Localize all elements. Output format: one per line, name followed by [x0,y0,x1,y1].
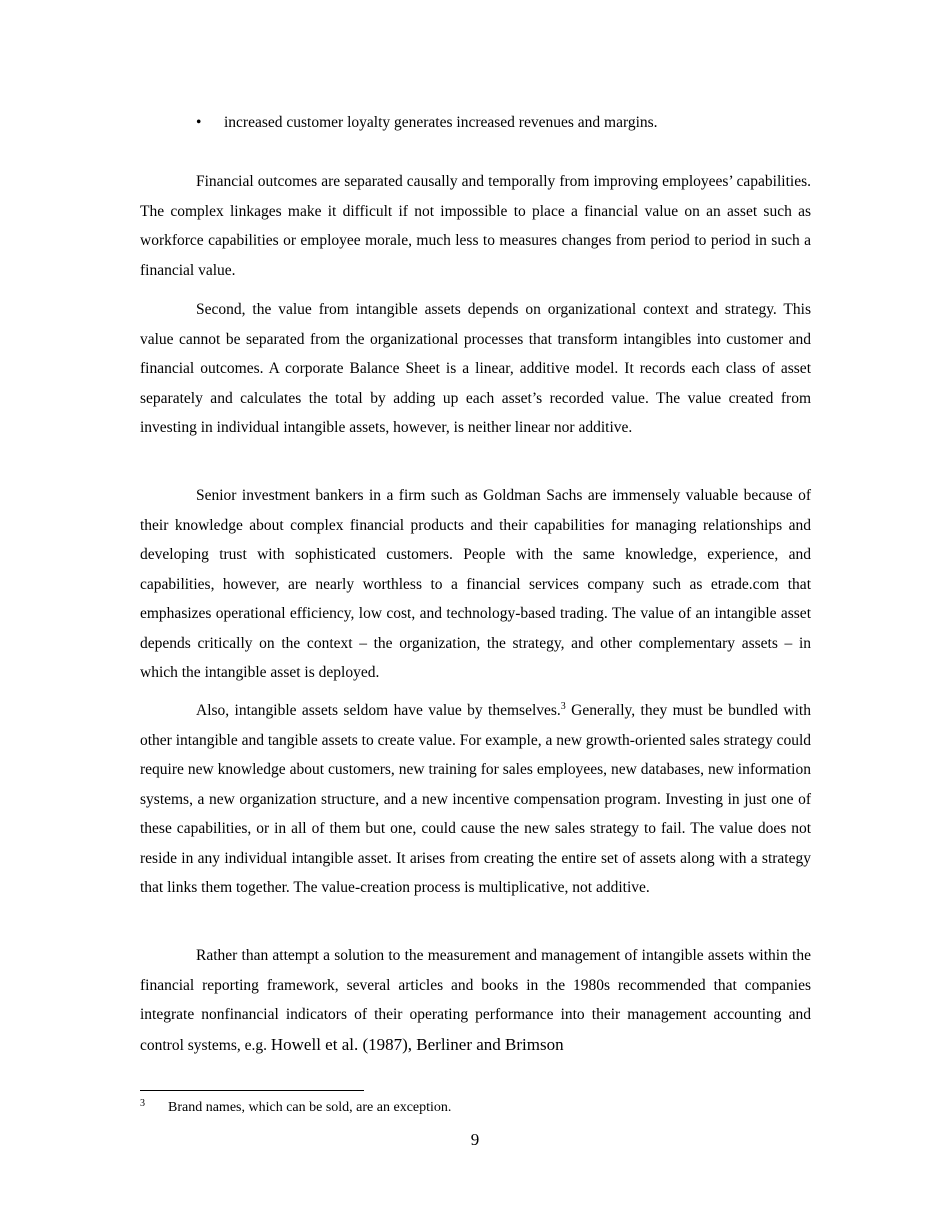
paragraph-nonfinancial-indicators [140,941,811,1060]
paragraph-bundled-assets [140,696,811,903]
paragraph-text-part: Generally, they must be bundled with other intangible and tangible assets to create value. For example, a new growth-oriented sales strategy could require new knowledge about customers, new training for sales employees, new databases, new information systems, a new organization structure, and a new incentive compensation program. Investing in just one of these capabilities, or in all of them but one, could cause the new sales strategy to fail. The value does not reside in any individual intangible asset. It arises from creating the entire set of assets along with a strategy that links them together. The value-creation process is multiplicative, not additive. [140,702,812,896]
footnote-reference: 3 [560,701,566,712]
footnote-number: 3 [140,1098,145,1109]
paragraph-text-part: Rather than attempt a solution to the measurement and management of intangible assets within the financial reporting framework, several articles and books in the 1980s recommended that companies integrate nonfinancial indicators of their operating performance into their management accounting and control systems, e.g. [140,947,811,1054]
bullet-symbol: • [196,114,202,131]
page-number: 9 [470,1130,480,1149]
footnote-text: Brand names, which can be sold, are an exception. [168,1100,452,1115]
citation-text: Howell et al. (1987), Berliner and Brimson [270,1034,564,1054]
paragraph-financial-outcomes: Financial outcomes are separated causally and temporally from improving employees’ capabilities. The complex linkages make it difficult if not impossible to place a financial value on an asset such as workforce capabilities or employee morale, much less to measures changes from period to period in such a financial value. [140,173,811,279]
paragraph-organizational-context: Second, the value from intangible assets depends on organizational context and strategy. This value cannot be separated from the organizational processes that transform intangibles into customer and financial outcomes. A corporate Balance Sheet is a linear, additive model. It records each class of asset separately and calculates the total by adding up each asset’s recorded value. The value created from investing in individual intangible assets, however, is neither linear nor additive. [140,301,811,436]
bullet-text: increased customer loyalty generates increased revenues and margins. [224,114,658,131]
footnote-separator [140,1090,364,1091]
paragraph-investment-bankers: Senior investment bankers in a firm such as Goldman Sachs are immensely valuable because of their knowledge about complex financial products and their capabilities for managing relationships and developing trust with sophisticated customers. People with the same knowledge, experience, and capabilities, however, are nearly worthless to a financial services company such as etrade.com that emphasizes operational efficiency, low cost, and technology-based trading. The value of an intangible asset depends critically on the context – the organization, the strategy, and other complementary assets – in which the intangible asset is deployed. [140,487,811,681]
paragraph-text-part: Also, intangible assets seldom have value by themselves. [196,702,561,719]
